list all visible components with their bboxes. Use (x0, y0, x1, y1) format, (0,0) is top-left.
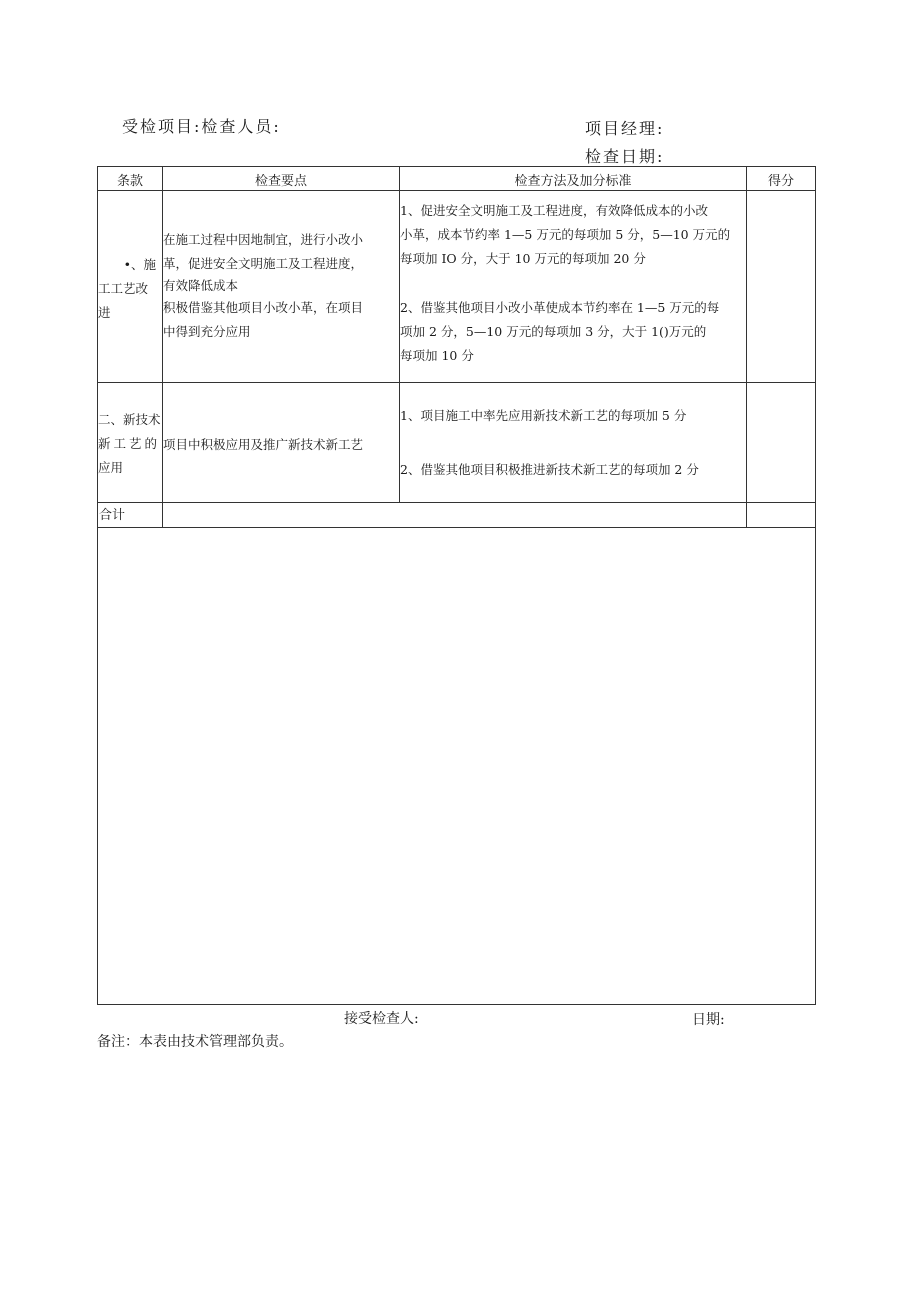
method-line: 项加 2 分，5—10 万元的每项加 3 分，大于 1()万元的 (400, 324, 707, 339)
points-line: 有效降低成本 (163, 278, 239, 293)
row1-score[interactable] (747, 191, 815, 382)
manager-label: 项目经理: (585, 119, 665, 138)
clause-line: 进 (98, 305, 111, 320)
points-line: 积极借鉴其他项目小改小革，在项目 (163, 300, 364, 315)
clause-line: 应用 (98, 460, 124, 475)
header-project-inspector (122, 114, 281, 137)
inspection-table (97, 166, 816, 1005)
remarks-area[interactable] (98, 528, 815, 1004)
row2-method (400, 404, 746, 482)
points-line: 中得到充分应用 (163, 324, 251, 339)
method-line: 2、借鉴其他项目小改小革使成本节约率在 1—5 万元的每 (400, 300, 720, 315)
row-divider (98, 382, 815, 383)
remark-note: 备注：本表由技术管理部负责。 (97, 1034, 293, 1050)
points-line: 革，促进安全文明施工及工程进度， (163, 256, 364, 271)
method-line: 1、促进安全文明施工及工程进度，有效降低成本的小改 (400, 203, 708, 218)
col-header-clause: 条款 (116, 174, 143, 189)
col-header-points: 检查要点 (254, 174, 307, 189)
receiver-label: 接受检查人: (344, 1011, 419, 1027)
footer-date-label: 日期: (692, 1012, 725, 1028)
points-line: 项目中积极应用及推广新技术新工艺 (163, 437, 364, 452)
points-line: 在施工过程中因地制宜，进行小改小 (163, 232, 364, 247)
method-line: 小革，成本节约率 1—5 万元的每项加 5 分，5—10 万元的 (400, 227, 731, 242)
total-label: 合计 (99, 508, 126, 523)
row2-points (163, 433, 399, 457)
method-line: 2、借鉴其他项目积极推进新技术新工艺的每项加 2 分 (400, 462, 699, 477)
method-line: 每项加 IO 分，大于 10 万元的每项加 20 分 (400, 251, 646, 266)
col-header-score: 得分 (767, 174, 794, 189)
project-label: 受检项目: (122, 117, 202, 136)
method-line: 1、项目施工中率先应用新技术新工艺的每项加 5 分 (400, 408, 687, 423)
row1-method (400, 199, 746, 368)
row-divider (98, 190, 815, 191)
inspector-label: 检查人员: (201, 117, 281, 136)
method-spacer (400, 428, 746, 458)
total-score[interactable] (747, 503, 815, 527)
clause-line: 工工艺改 (98, 281, 149, 296)
row1-clause (98, 253, 162, 325)
row2-clause (98, 408, 162, 480)
clause-line: 新工艺的 (98, 436, 161, 451)
method-line: 每项加 10 分 (400, 348, 474, 363)
method-spacer (400, 271, 746, 296)
col-header-method: 检查方法及加分标准 (514, 174, 632, 189)
total-value[interactable] (163, 503, 746, 527)
inspection-date-label: 检查日期: (585, 147, 665, 166)
clause-line: 二、新技术 (98, 412, 161, 427)
row2-score[interactable] (747, 383, 815, 502)
row1-points (163, 228, 399, 344)
clause-line: •、施 (123, 257, 156, 272)
col-divider (162, 167, 163, 528)
